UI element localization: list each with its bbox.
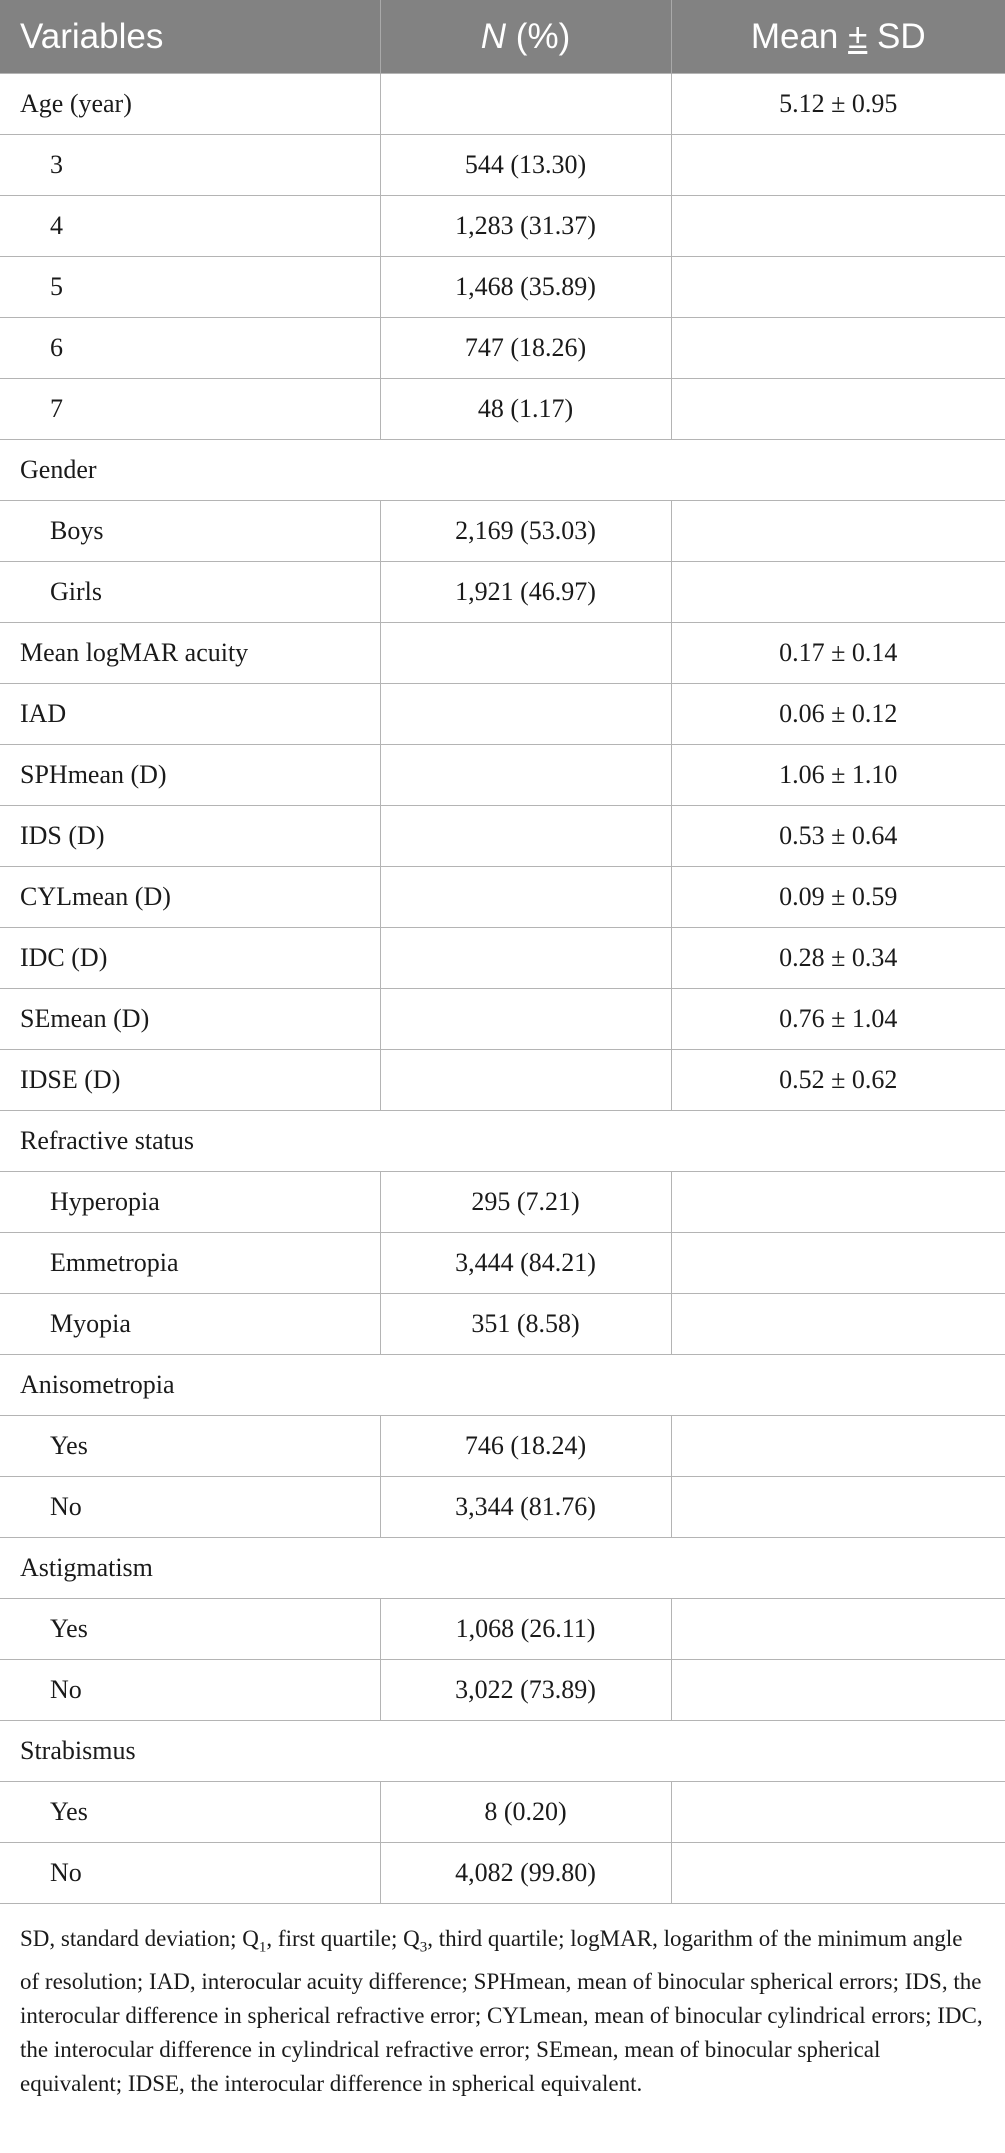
n-percent-cell [380,867,671,928]
table-row [0,684,1005,745]
table-header [0,0,1005,74]
n-percent-cell: 1,068 (26.11) [380,1599,671,1660]
mean-sd-cell [671,501,1005,562]
table-row [0,806,1005,867]
n-percent-cell: 746 (18.24) [380,1416,671,1477]
n-percent-cell: 3,344 (81.76) [380,1477,671,1538]
table-row [0,1660,1005,1721]
mean-sd-cell [671,1416,1005,1477]
variable-cell: Boys [0,501,380,562]
mean-sd-cell [671,1477,1005,1538]
mean-sd-cell [671,135,1005,196]
n-percent-cell: 544 (13.30) [380,135,671,196]
header-n-suffix: (%) [506,16,571,56]
variable-cell: No [0,1477,380,1538]
header-mean-label: Mean [750,16,849,56]
n-percent-cell [380,989,671,1050]
variable-cell: 5 [0,257,380,318]
header-mean-sd [671,0,1005,74]
n-percent-cell: 8 (0.20) [380,1782,671,1843]
footnote-text-2: , first quartile; Q [266,1926,420,1951]
n-percent-cell [380,928,671,989]
mean-sd-cell [671,1294,1005,1355]
variable-cell: IDS (D) [0,806,380,867]
table-row [0,74,1005,135]
n-percent-cell [380,806,671,867]
variable-cell: Girls [0,562,380,623]
mean-sd-cell: 0.76 ± 1.04 [671,989,1005,1050]
variable-cell: 4 [0,196,380,257]
n-percent-cell: 747 (18.26) [380,318,671,379]
variable-cell: Age (year) [0,74,380,135]
n-percent-cell: 1,283 (31.37) [380,196,671,257]
mean-sd-cell: 0.09 ± 0.59 [671,867,1005,928]
mean-sd-cell [671,1660,1005,1721]
table-row [0,379,1005,440]
table-row [0,318,1005,379]
mean-sd-cell: 0.17 ± 0.14 [671,623,1005,684]
header-n-label: N [480,16,507,56]
n-percent-cell [380,74,671,135]
section-label: Gender [0,440,1005,501]
n-percent-cell: 3,022 (73.89) [380,1660,671,1721]
table-row [0,928,1005,989]
header-variables: Variables [0,0,380,74]
variable-cell: Yes [0,1416,380,1477]
table-row [0,1599,1005,1660]
mean-sd-cell: 0.06 ± 0.12 [671,684,1005,745]
n-percent-cell: 1,468 (35.89) [380,257,671,318]
table-row [0,1355,1005,1416]
section-label: Anisometropia [0,1355,1005,1416]
table-row [0,1233,1005,1294]
table-row [0,989,1005,1050]
mean-sd-cell [671,1843,1005,1904]
table-row [0,196,1005,257]
mean-sd-cell: 5.12 ± 0.95 [671,74,1005,135]
n-percent-cell: 3,444 (84.21) [380,1233,671,1294]
variable-cell: 7 [0,379,380,440]
mean-sd-cell: 0.53 ± 0.64 [671,806,1005,867]
mean-sd-cell [671,1172,1005,1233]
mean-sd-cell: 1.06 ± 1.10 [671,745,1005,806]
n-percent-cell: 2,169 (53.03) [380,501,671,562]
table-row [0,1172,1005,1233]
variable-cell: IDSE (D) [0,1050,380,1111]
mean-sd-cell [671,318,1005,379]
table-row [0,440,1005,501]
variable-cell: Yes [0,1599,380,1660]
n-percent-cell [380,1050,671,1111]
mean-sd-cell [671,1782,1005,1843]
table-row [0,135,1005,196]
footnote-q3-subscript: 3 [419,1939,428,1956]
mean-sd-cell [671,379,1005,440]
table-row [0,257,1005,318]
table-row [0,1843,1005,1904]
variable-cell: No [0,1660,380,1721]
section-label: Astigmatism [0,1538,1005,1599]
table-row [0,623,1005,684]
mean-sd-cell [671,1233,1005,1294]
variable-cell: IAD [0,684,380,745]
variable-cell: Yes [0,1782,380,1843]
table-row [0,562,1005,623]
variable-cell: No [0,1843,380,1904]
table-body [0,74,1005,1904]
variable-cell: Hyperopia [0,1172,380,1233]
table-row [0,1538,1005,1599]
table-row [0,867,1005,928]
variable-cell: 6 [0,318,380,379]
variable-cell: Emmetropia [0,1233,380,1294]
variable-cell: SEmean (D) [0,989,380,1050]
table-row [0,1111,1005,1172]
n-percent-cell: 351 (8.58) [380,1294,671,1355]
section-label: Refractive status [0,1111,1005,1172]
variable-cell: IDC (D) [0,928,380,989]
mean-sd-cell [671,1599,1005,1660]
section-label: Strabismus [0,1721,1005,1782]
variable-cell: Mean logMAR acuity [0,623,380,684]
header-row [0,0,1005,74]
table-row [0,1721,1005,1782]
table-row [0,1050,1005,1111]
footnote-text-1: SD, standard deviation; Q [20,1926,259,1951]
n-percent-cell: 295 (7.21) [380,1172,671,1233]
variable-cell: CYLmean (D) [0,867,380,928]
footnote-q1-subscript: 1 [258,1939,267,1956]
table-row [0,1416,1005,1477]
mean-sd-cell [671,562,1005,623]
n-percent-cell: 48 (1.17) [380,379,671,440]
table-row [0,1477,1005,1538]
mean-sd-cell: 0.52 ± 0.62 [671,1050,1005,1111]
mean-sd-cell [671,196,1005,257]
table-row [0,1782,1005,1843]
n-percent-cell: 1,921 (46.97) [380,562,671,623]
variable-cell: Myopia [0,1294,380,1355]
variable-cell: SPHmean (D) [0,745,380,806]
n-percent-cell: 4,082 (99.80) [380,1843,671,1904]
table-row [0,501,1005,562]
table-row [0,745,1005,806]
n-percent-cell [380,745,671,806]
n-percent-cell [380,623,671,684]
table-footnote [0,1904,1005,2101]
mean-sd-cell [671,257,1005,318]
table-row [0,1294,1005,1355]
mean-sd-cell: 0.28 ± 0.34 [671,928,1005,989]
footnote-text-3: , third quartile; logMAR, logarithm of the minimum angle of resolution; IAD, interocular acuity difference; SPHmean, mean of binocular spherical errors; IDS, the interocular difference in spherical refractive error; CYLmean, mean of binocular cylindrical errors; IDC, the interocular difference in cylindrical refractive error; SEmean, mean of binocular spherical equivalent; IDSE, the interocular difference in spherical equivalent. [20,1926,983,2096]
header-sd-label: SD [867,16,926,56]
variable-cell: 3 [0,135,380,196]
n-percent-cell [380,684,671,745]
header-pm-symbol: ± [848,16,868,56]
header-n-percent [380,0,671,74]
